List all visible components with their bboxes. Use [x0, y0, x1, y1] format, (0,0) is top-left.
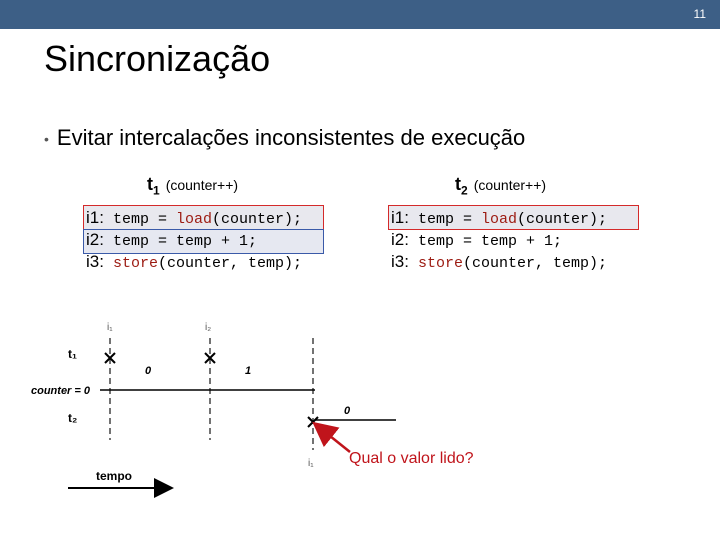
bullet-dot-icon: •	[44, 131, 49, 148]
col-label-1: i₁	[107, 322, 113, 333]
col-label-3: i₁	[308, 458, 314, 469]
axis-label-tempo: tempo	[96, 469, 132, 483]
col-label-2: i₂	[205, 322, 212, 333]
callout-arrow-icon	[320, 428, 350, 452]
thread1-name: $t_1$	[147, 174, 160, 198]
thread2-desc: (counter++)	[473, 177, 547, 193]
thread1-desc: (counter++)	[165, 177, 239, 193]
code-line: i3: store(counter, temp);	[86, 252, 303, 272]
code-line: i2: temp = temp + 1;	[86, 230, 257, 250]
bullet-item	[44, 125, 525, 151]
code-line: i3: store(counter, temp);	[391, 252, 608, 272]
thread1-header	[147, 174, 238, 198]
code-line: i1: temp = load(counter);	[391, 208, 608, 228]
bullet-text: Evitar intercalações inconsistentes de execução	[56, 125, 526, 150]
code-line: i2: temp = temp + 1;	[391, 230, 562, 250]
thread2-header	[455, 174, 546, 198]
thread2-name: $t_2$	[455, 174, 468, 198]
counter-value: 0	[344, 405, 351, 417]
slide-title: Sincronização	[44, 38, 271, 79]
code-line: i1: temp = load(counter);	[86, 208, 303, 228]
top-bar	[0, 0, 720, 29]
slide-number: 11	[693, 7, 706, 21]
thread1-code	[86, 207, 302, 273]
interleaving-diagram	[0, 300, 720, 540]
callout-text: Qual o valor lido?	[349, 450, 474, 467]
row-label-t1: t₁	[68, 347, 77, 361]
row-label-counter: counter = 0	[31, 385, 90, 397]
counter-value: 1	[245, 365, 252, 377]
counter-value: 0	[145, 365, 152, 377]
row-label-t2: t₂	[68, 411, 78, 425]
thread2-code	[391, 207, 607, 273]
